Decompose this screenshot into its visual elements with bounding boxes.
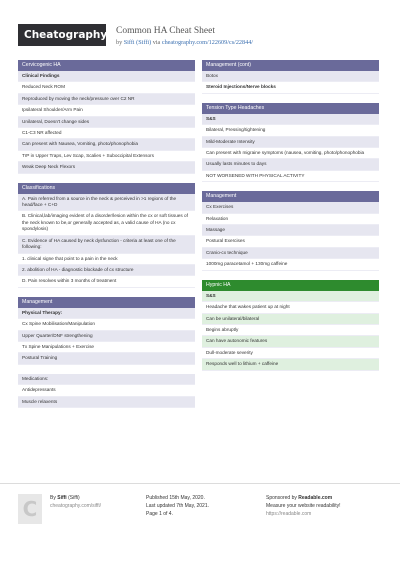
table-row: Postural Exercises <box>202 236 379 247</box>
section-heading: Management (cont) <box>202 60 379 71</box>
section-management <box>202 191 379 270</box>
table-row: Weak Deep Neck Flexors <box>18 162 195 173</box>
footer-sponsor <box>266 494 340 518</box>
table-row: Can present with Nausea, Vomiting, photo/phonophobia <box>18 139 195 150</box>
table-row: Tx Spine Manipulations + Exercise <box>18 342 195 353</box>
cheatography-logo[interactable]: Cheatography <box>18 24 106 46</box>
section-heading: Management <box>202 191 379 202</box>
spacer-row <box>18 365 195 374</box>
table-row: Cx Exercises <box>202 202 379 213</box>
table-row: Cranio-cx technique <box>202 248 379 259</box>
section-cervicogenic-ha <box>18 60 195 174</box>
left-column <box>18 60 195 417</box>
table-row: 1. clinical signe that point to a pain in the neck <box>18 254 195 265</box>
table-row: S&S <box>202 291 379 302</box>
table-row: Reproduced by moving the neck/pressure over C2 NR <box>18 94 195 105</box>
table-row: Upper Quarter/DNF strengthening <box>18 331 195 342</box>
table-row: 1000mg paracetamol + 130mg caffeine <box>202 259 379 270</box>
table-row: Can present with migraine symptoms (nausea, vomiting, photo/phonophobia <box>202 148 379 159</box>
table-row: Antidepressants <box>18 385 195 396</box>
table-row: Physical Therapy: <box>18 308 195 319</box>
updated-date: Last updated 7th May, 2021. <box>146 503 210 509</box>
table-row: Responds well to lithium + caffeine <box>202 359 379 370</box>
table-row: Medications: <box>18 374 195 385</box>
table-row: 2. abolition of HA - diagnostic blockade of cx structure <box>18 265 195 276</box>
page-title: Common HA Cheat Sheet <box>116 26 215 36</box>
table-row: A. Pain referred from a source in the neck & perceived in >1 regions of the head/face + C+D <box>18 194 195 212</box>
section-heading: Hypnic HA <box>202 280 379 291</box>
section-classifications <box>18 183 195 288</box>
table-row: Begins abruptly <box>202 325 379 336</box>
table-row: Postural Training <box>18 353 195 364</box>
author-avatar[interactable]: C <box>18 494 42 524</box>
table-row: Can be unilateral/bilateral <box>202 314 379 325</box>
section-hypnic-ha <box>202 280 379 371</box>
table-row: Ipsilateral Shoulder/Arm Pain <box>18 105 195 116</box>
sponsor-tagline: Measure your website readability! <box>266 503 341 509</box>
page-footer <box>0 483 400 533</box>
footer-dates <box>146 494 209 518</box>
sheet-url-link[interactable]: cheatography.com/122609/cs/22844/ <box>161 39 254 46</box>
table-row: Mild-Moderate Intensity <box>202 137 379 148</box>
section-heading: Classifications <box>18 183 195 194</box>
footer-author-name[interactable]: Siffi <box>57 495 67 501</box>
section-tension-type-headaches <box>202 103 379 182</box>
table-row: Muscle relaxents <box>18 397 195 408</box>
section-heading: Management <box>18 297 195 308</box>
page-header <box>0 0 400 50</box>
table-row: C1-C3 NR affected <box>18 128 195 139</box>
footer-author <box>50 494 101 510</box>
section-management <box>18 297 195 408</box>
table-row: TrP in Upper Traps, Lev Scap, Scalies + Suboccipital Extensors <box>18 151 195 162</box>
table-row: Steroid Injections/Nerve blocks <box>202 82 379 93</box>
table-row: Clinical Findings <box>18 71 195 82</box>
footer-author-url[interactable]: cheatography.com/siffi/ <box>50 503 101 509</box>
table-row: Dull-moderate severity <box>202 348 379 359</box>
table-row: Usually lasts minutes to days <box>202 159 379 170</box>
table-row: B. Clinical,lab/imaging evident of a disorder/lesion within the cx or soft tissues of the neck known to be,or generally accepted as, a valid cause of HA (no cx spondylosis) <box>18 211 195 235</box>
published-date: Published 15th May, 2020. <box>146 495 205 501</box>
sponsor-prefix: Sponsored by <box>266 495 297 501</box>
footer-by-label: By <box>50 495 56 501</box>
footer-author-handle: (Siffi) <box>68 495 80 501</box>
table-row: Massage <box>202 225 379 236</box>
table-row: D. Pain resolves within 3 months of treatment <box>18 276 195 287</box>
table-row: S&S <box>202 114 379 125</box>
section-management-cont <box>202 60 379 94</box>
table-row: Unilateral, Doesn't change sides <box>18 117 195 128</box>
byline-prefix: by <box>116 39 123 46</box>
table-row: C. Evidence of HA caused by neck dysfunction - criteria at least one of the following: <box>18 236 195 254</box>
section-heading: Cervicogenic HA <box>18 60 195 71</box>
page-count: Page 1 of 4. <box>146 511 173 517</box>
table-row: Botox <box>202 71 379 82</box>
table-row: Can have autonomic features <box>202 336 379 347</box>
table-row: Bilateral, Pressing/tightening <box>202 125 379 136</box>
section-heading: Tension Type Headaches <box>202 103 379 114</box>
byline-via: via <box>152 39 161 46</box>
table-row: Relaxation <box>202 214 379 225</box>
byline <box>116 39 253 46</box>
table-row: Headache that wakes patient up at night <box>202 302 379 313</box>
sponsor-name[interactable]: Readable.com <box>298 495 333 501</box>
table-row: Cx Spine Mobilisation/Manipulation <box>18 319 195 330</box>
sponsor-url[interactable]: https://readable.com <box>266 511 312 517</box>
right-column <box>202 60 379 380</box>
author-link[interactable]: Siffi (Siffi) <box>123 39 152 46</box>
table-row: Reduced Neck ROM <box>18 82 195 93</box>
table-row: NOT WORSENED WITH PHYSICAL ACTIVITY <box>202 171 379 182</box>
